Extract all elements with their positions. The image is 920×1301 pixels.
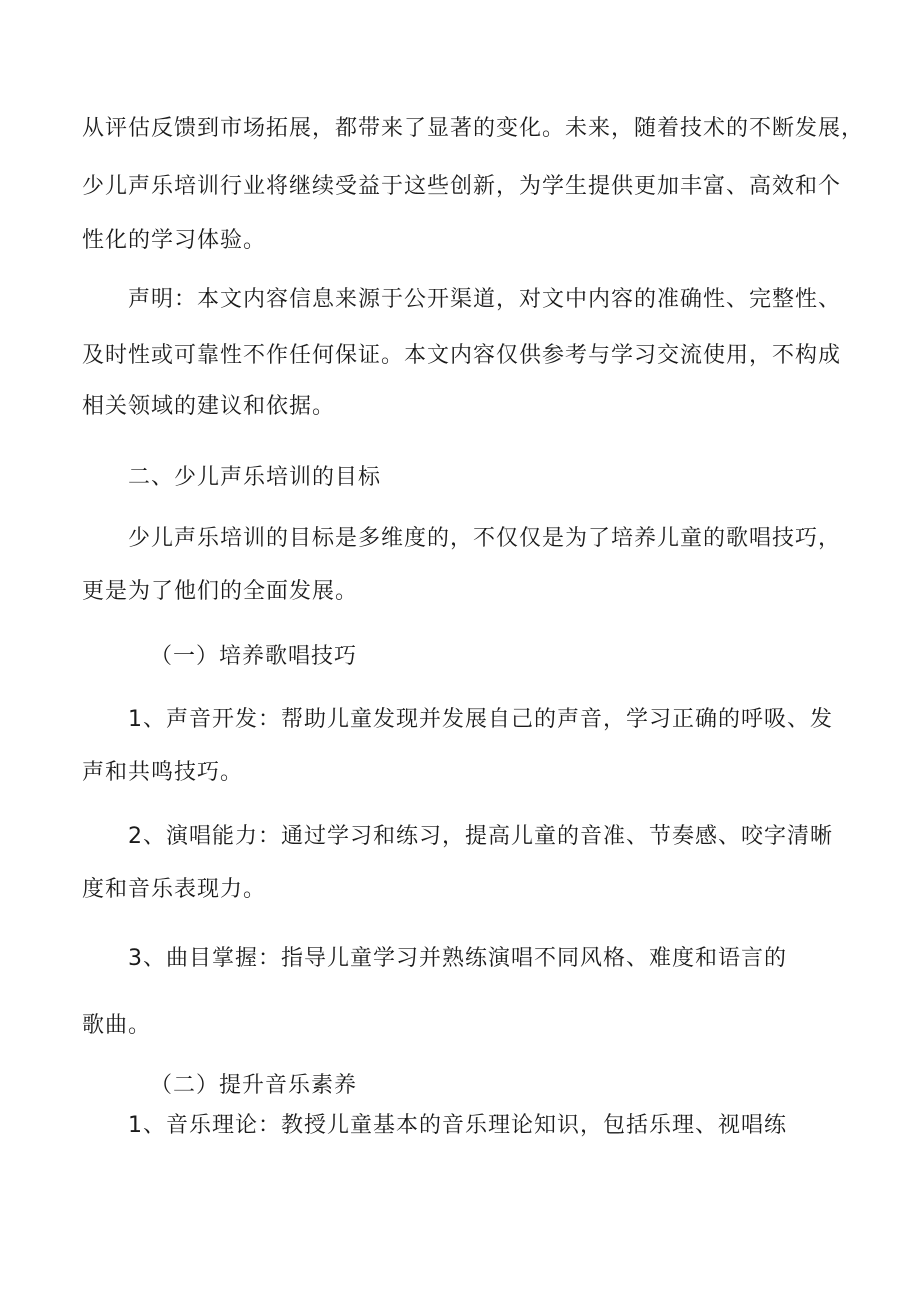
intro-line-2: 少儿声乐培训行业将继续受益于这些创新，为学生提供更加丰富、高效和个 [82,174,842,199]
item-1-1-line-1: 1、声音开发：帮助儿童发现并发展自己的声音，学习正确的呼吸、发 [128,707,833,732]
intro-line-3: 性化的学习体验。 [82,228,267,253]
subsection-heading-1: （一）培养歌唱技巧 [150,644,358,669]
section-intro-line-2: 更是为了他们的全面发展。 [82,579,359,604]
disclaimer-line-2: 及时性或可靠性不作任何保证。本文内容仅供参考与学习交流使用，不构成 [82,343,842,368]
item-1-3-line-2: 歌曲。 [82,1013,152,1038]
subsection-heading-2: （二）提升音乐素养 [150,1073,358,1098]
item-1-1-line-2: 声和共鸣技巧。 [82,760,244,785]
item-2-1-line-1: 1、音乐理论：教授儿童基本的音乐理论知识，包括乐理、视唱练 [128,1113,787,1138]
section-intro-line-1: 少儿声乐培训的目标是多维度的，不仅仅是为了培养儿童的歌唱技巧， [128,526,842,551]
disclaimer-line-3: 相关领域的建议和依据。 [82,394,336,419]
intro-line-1: 从评估反馈到市场拓展，都带来了显著的变化。未来，随着技术的不断发展， [82,116,865,141]
section-heading: 二、少儿声乐培训的目标 [128,465,382,490]
item-1-3-line-1: 3、曲目掌握：指导儿童学习并熟练演唱不同风格、难度和语言的 [128,946,787,971]
item-1-2-line-2: 度和音乐表现力。 [82,877,267,902]
item-1-2-line-1: 2、演唱能力：通过学习和练习，提高儿童的音准、节奏感、咬字清晰 [128,824,833,849]
disclaimer-line-1: 声明：本文内容信息来源于公开渠道，对文中内容的准确性、完整性、 [128,287,842,312]
